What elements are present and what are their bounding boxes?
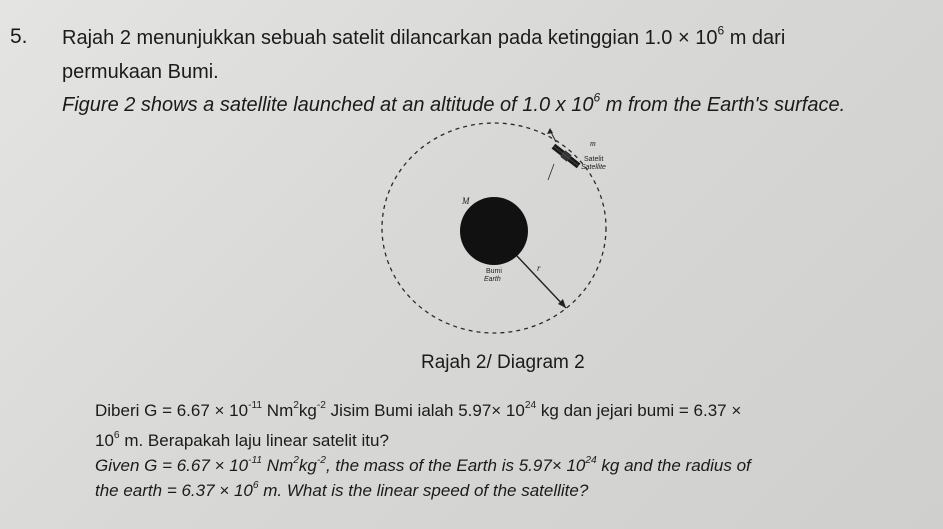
question-text-malay-line1: Rajah 2 menunjukkan sebuah satelit dilancarkan pada ketinggian $1.0 \times 10^6$ m dari (62, 23, 786, 49)
question-number: 5. (10, 25, 28, 48)
satellite-label-malay: Satelit (584, 156, 604, 163)
earth-mass-label: M (462, 196, 470, 206)
radius-label: r (537, 263, 541, 273)
satellite-mass-label: m (590, 139, 596, 148)
question-text-malay-line2: permukaan Bumi. (62, 61, 219, 83)
earth-label-malay: Bumi (486, 268, 502, 275)
earth-label-english: Earth (484, 276, 501, 283)
satellite-label-english: Satellite (581, 164, 606, 171)
given-malay-line1: Diberi $G = 6.67 \times 10^{-11}$ $Nm^2kg^{-2}$ Jisim Bumi ialah $5.97\times 10^{24}$ kg dan jejari bumi = 6.37 × (95, 399, 742, 420)
given-malay-line2: $10^6$ m. Berapakah laju linear satelit itu? (95, 429, 389, 450)
given-english-line1: Given $G = 6.67 \times 10^{-11}$ $Nm^2kg^{-2}$, the mass of the Earth is $5.97\times 10^{24}$ kg and the radius of (95, 454, 751, 475)
earth-circle (460, 197, 528, 265)
given-english-line2: the earth = $6.37 \times 10^6$ m. What is the linear speed of the satellite? (95, 479, 589, 500)
question-text-english: Figure 2 shows a satellite launched at an altitude of 1.0 x $10^6$ m from the Earth's surface. (62, 90, 846, 116)
satellite-tether (548, 164, 554, 180)
orbit-diagram (370, 118, 620, 348)
radius-line (517, 256, 566, 308)
satellite-velocity-arrow-head (547, 128, 553, 134)
diagram-caption: Rajah 2/ Diagram 2 (421, 352, 585, 373)
